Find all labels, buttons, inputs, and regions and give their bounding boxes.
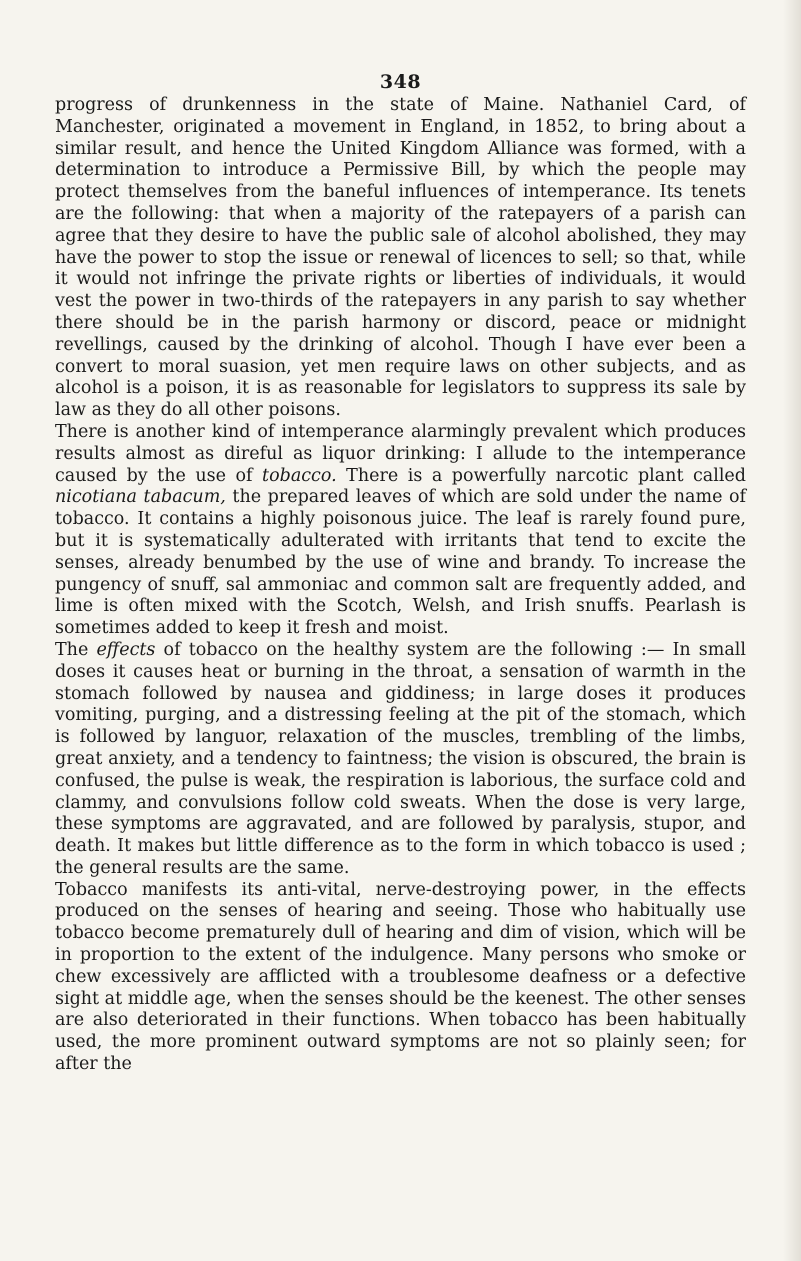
- text-segment: There is another kind of intemperance alarmingly prevalent which produces results almost as direful as liquor drinking: I allude to the intemperance caused by the use of: [55, 421, 746, 486]
- page-number: 348: [379, 71, 422, 93]
- text-segment: the prepared leaves of which are sold under the name of tobacco. It contains a highly poisonous juice. The leaf is rarely found pure, but it is systematically adulterated with irritants that tend to excite the senses, already benumbed by the use of wine and brandy. To increase the pungency of snuff, sal ammoniac and common salt are frequently added, and lime is often mixed with the Scotch, Welsh, and Irish snuffs. Pearlash is sometimes added to keep it fresh and moist.: [55, 487, 747, 639]
- italic-term: effects: [96, 639, 156, 660]
- body-text: [55, 95, 746, 1076]
- text-segment: progress of drunkenness in the state of Maine. Nathaniel Card, of Manchester, originated a movement in England, in 1852, to bring about a similar result, and hence the United Kingdom Alliance was formed, with a determination to introduce a Permissive Bill, by which the people may protect themselves from the baneful influences of intemperance. Its tenets are the following: that when a majority of the ratepayers of a parish can agree that they desire to have the public sale of alcohol abolished, they may have the power to stop the issue or renewal of licences to sell; so that, while it would not infringe the private rights or liberties of individuals, it would vest the power in two-thirds of the ratepayers in any parish to say whether there should be in the parish harmony or discord, peace or midnight revellings, caused by the drinking of alcohol. Though I have ever been a convert to moral suasion, yet men require laws on other subjects, and as alcohol is a poison, it is as reasonable for legislators to suppress its sale by law as they do all other poisons.: [55, 95, 746, 421]
- italic-term: tobacco.: [262, 465, 337, 486]
- text-segment: of tobacco on the healthy system are the following :— In small doses it causes heat or burning in the throat, a sensation of warmth in the stomach followed by nausea and giddiness; in large doses it produces vomiting, purging, and a distressing feeling at the pit of the stomach, which is followed by languor, relaxation of the muscles, trembling of the limbs, great anxiety, and a tendency to faintness; the vision is obscured, the brain is confused, the pulse is weak, the respiration is laborious, the surface cold and clammy, and convulsions follow cold sweats. When the dose is very large, these symptoms are aggravated, and are followed by paralysis, stupor, and death. It makes but little difference as to the form in which tobacco is used ; the general results are the same.: [55, 639, 746, 878]
- text-segment: Tobacco manifests its anti-vital, nerve-destroying power, in the effects produced on the senses of hearing and seeing. Those who habitually use tobacco become prematurely dull of hearing and dim of vision, which will be in proportion to the extent of the indulgence. Many persons who smoke or chew excessively are afflicted with a troublesome deafness or a defective sight at middle age, when the senses should be the keenest. The other senses are also deteriorated in their functions. When tobacco has been habitually used, the more prominent outward symptoms are not so plainly seen; for after the: [55, 879, 746, 1075]
- paragraph: [55, 640, 746, 880]
- page-edge-shadow: [783, 0, 801, 1261]
- paragraph: [55, 880, 746, 1076]
- text-segment: The: [55, 639, 97, 660]
- paragraph: [55, 422, 746, 640]
- paragraph: [55, 95, 746, 422]
- italic-term: nicotiana tabacum,: [55, 487, 226, 508]
- text-segment: There is a powerfully narcotic plant called: [336, 465, 746, 486]
